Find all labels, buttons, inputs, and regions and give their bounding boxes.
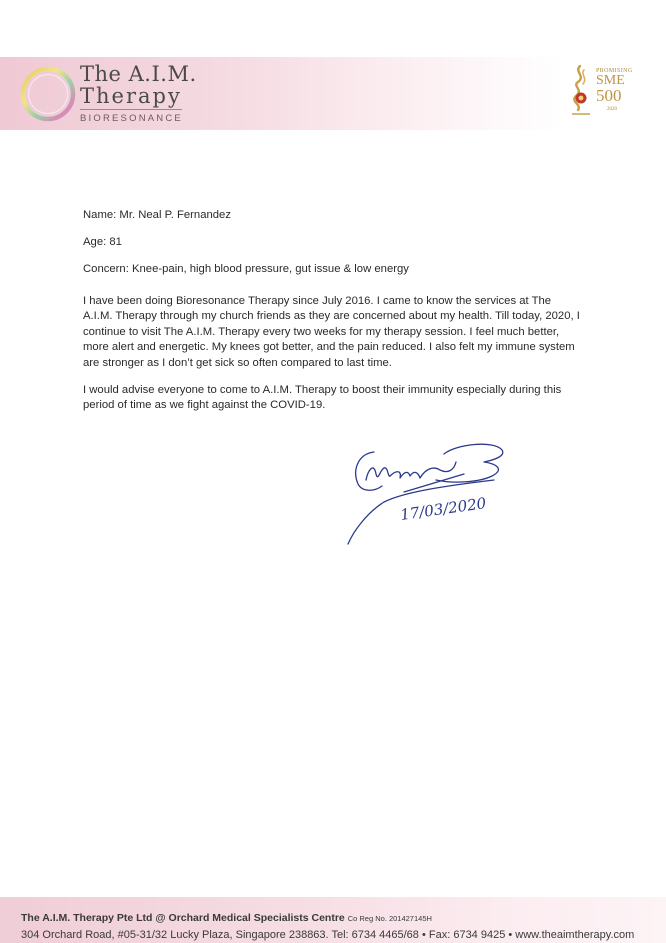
patient-age: Age: 81 bbox=[83, 236, 122, 248]
award-year: 2020 bbox=[607, 107, 617, 112]
award-number: 500 bbox=[596, 86, 622, 105]
brand-name-line2: Therapy bbox=[80, 84, 182, 108]
footer-company-line bbox=[21, 912, 432, 924]
logo-ring-icon bbox=[18, 64, 78, 124]
patient-concern: Concern: Knee-pain, high blood pressure, gut issue & low energy bbox=[83, 263, 409, 275]
footer-company: The A.I.M. Therapy Pte Ltd @ Orchard Medical Specialists Centre bbox=[21, 912, 345, 924]
footer-address: 304 Orchard Road, #05-31/32 Lucky Plaza, Singapore 238863. Tel: 6734 4465/68 • Fax: 6734 9425 • www.theaimtherapy.com bbox=[21, 929, 635, 941]
sme500-award-logo bbox=[566, 64, 634, 120]
testimonial-paragraph-1: I have been doing Bioresonance Therapy since July 2016. I came to know the services at The A.I.M. Therapy through my church friends as they are concerned about my health. Till today, 2020, I continue to visit The A.I.M. Therapy every two weeks for my therapy session. I feel much better, more alert and energetic. My knees got better, and the pain reduced. I also felt my immune system are stronger as I don’t get sick so often compared to last time. bbox=[83, 295, 580, 369]
award-title: SME bbox=[596, 73, 625, 88]
award-caption: PROMISING bbox=[596, 68, 633, 74]
award-swirl-icon bbox=[566, 64, 594, 118]
letter-body bbox=[83, 208, 583, 414]
testimonial-paragraph-2: I would advise everyone to come to A.I.M. Therapy to boost their immunity especially during this period of time as we fight against the COVID-19. bbox=[83, 384, 562, 412]
brand-tagline: BIORESONANCE bbox=[80, 113, 183, 124]
brand-name-line1: The A.I.M. bbox=[80, 62, 197, 86]
brand-divider bbox=[80, 109, 182, 110]
signature-date: 17/03/2020 bbox=[399, 494, 488, 524]
patient-name: Name: Mr. Neal P. Fernandez bbox=[83, 209, 231, 221]
handwritten-signature bbox=[344, 440, 524, 550]
footer-registration: Co Reg No. 201427145H bbox=[347, 914, 432, 923]
